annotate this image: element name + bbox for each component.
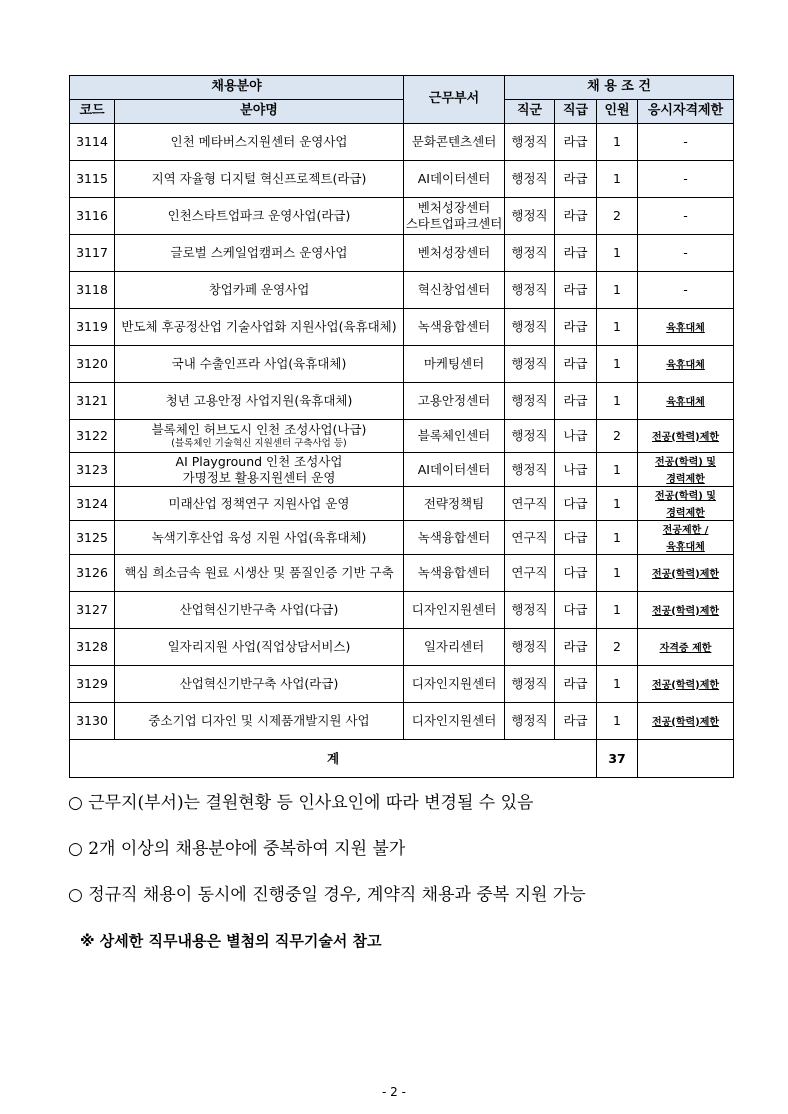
restriction: - [683,208,688,224]
dept-name: AI데이터센터 [417,171,491,187]
dept-cell [404,346,505,383]
job-cell: 연구직 [505,555,555,592]
restriction-line2: 경력제한 [666,507,705,519]
dept-cell [404,272,505,309]
field-name: 글로벌 스케일업캠퍼스 운영사업 [170,245,348,261]
code-cell: 3130 [70,703,115,740]
code-cell: 3115 [70,161,115,198]
count-cell: 1 [597,124,638,161]
cond-group-header: 채 용 조 건 [505,76,734,100]
page-number: - 2 - [382,1085,406,1099]
field-name-cell [115,420,404,453]
job-cell: 행정직 [505,272,555,309]
dept-name-line2: 스타트업파크센터 [405,216,503,231]
job-cell: 행정직 [505,235,555,272]
dept-name: 녹색융합센터 [417,319,491,335]
dept-cell [404,592,505,629]
field-name: 산업혁신기반구축 사업(다급) [179,602,339,618]
field-name: 인천 메타버스지원센터 운영사업 [170,134,348,150]
dept-cell [404,487,505,521]
restriction-cell [638,346,734,383]
dept-cell [404,309,505,346]
restriction: 육휴대체 [666,322,705,334]
table-row [70,592,734,629]
field-name-cell [115,629,404,666]
dept-cell [404,420,505,453]
restriction: 전공(학력)제한 [651,431,720,443]
code-cell: 3118 [70,272,115,309]
dept-name: 벤처성장센터 [417,200,491,216]
grade-cell: 다급 [555,487,597,521]
table-row [70,124,734,161]
field-name: 국내 수출인프라 사업(육휴대체) [171,356,347,372]
recruitment-table [69,75,734,778]
count-cell: 2 [597,198,638,235]
count-header: 인원 [597,100,638,124]
job-cell: 연구직 [505,487,555,521]
grade-cell: 라급 [555,272,597,309]
field-name-cell [115,383,404,420]
grade-cell: 라급 [555,346,597,383]
dept-name: AI데이터센터 [417,461,491,477]
count-cell: 1 [597,346,638,383]
grade-cell: 나급 [555,420,597,453]
restriction-cell [638,521,734,555]
dept-name: 혁신창업센터 [417,282,491,298]
field-name: 일자리지원 사업(직업상담서비스) [167,639,351,655]
job-cell: 행정직 [505,666,555,703]
job-cell: 행정직 [505,420,555,453]
grade-cell: 라급 [555,235,597,272]
total-row [70,740,734,778]
field-name: 창업카페 운영사업 [208,282,310,298]
table-row [70,383,734,420]
count-cell: 1 [597,272,638,309]
field-name-cell [115,487,404,521]
restriction-cell [638,124,734,161]
grade-cell: 나급 [555,453,597,487]
code-cell: 3114 [70,124,115,161]
job-cell: 행정직 [505,346,555,383]
job-cell: 행정직 [505,309,555,346]
table-row [70,703,734,740]
table-row [70,487,734,521]
job-cell: 행정직 [505,629,555,666]
dept-cell [404,666,505,703]
dept-cell [404,555,505,592]
count-cell: 1 [597,555,638,592]
field-name: 중소기업 디자인 및 시제품개발지원 사업 [148,713,370,729]
field-name-cell [115,592,404,629]
count-cell: 2 [597,629,638,666]
field-name-line2: 가명정보 활용지원센터 운영 [182,469,336,485]
code-cell: 3122 [70,420,115,453]
code-cell: 3128 [70,629,115,666]
restriction-cell [638,703,734,740]
restriction: - [683,282,688,298]
restriction-cell [638,198,734,235]
table-row [70,198,734,235]
dept-name: 디자인지원센터 [411,676,497,692]
restriction: - [683,245,688,261]
grade-cell: 라급 [555,703,597,740]
count-cell: 1 [597,309,638,346]
job-cell: 행정직 [505,592,555,629]
restriction: 육휴대체 [666,396,705,408]
restriction: 전공(학력)제한 [651,568,720,580]
grade-header: 직급 [555,100,597,124]
table-row [70,666,734,703]
field-name-cell [115,555,404,592]
dept-name: 일자리센터 [423,639,485,655]
field-name: 인천스타트업파크 운영사업(라급) [167,208,351,224]
field-name-header: 분야명 [115,100,404,124]
code-cell: 3120 [70,346,115,383]
field-name-cell [115,666,404,703]
field-name: 핵심 희소금속 원료 시생산 및 품질인증 기반 구축 [124,565,394,581]
note-3: ○ 정규직 채용이 동시에 진행중일 경우, 계약직 채용과 중복 지원 가능 [68,885,586,905]
count-cell: 2 [597,420,638,453]
field-group-header: 채용분야 [70,76,404,100]
dept-cell [404,629,505,666]
table-row [70,555,734,592]
restriction-cell [638,555,734,592]
grade-cell: 라급 [555,309,597,346]
dept-name: 블록체인센터 [417,428,491,444]
field-name: AI Playground 인천 조성사업 [175,453,343,469]
field-name-sub: (블록체인 기술혁신 지원센터 구축사업 등) [171,437,347,449]
job-cell: 행정직 [505,124,555,161]
restriction-cell [638,235,734,272]
field-name: 블록체인 허브도시 인천 조성사업(나급) [151,422,367,438]
field-name-cell [115,346,404,383]
code-cell: 3117 [70,235,115,272]
grade-cell: 라급 [555,198,597,235]
dept-header: 근무부서 [404,76,505,124]
dept-name: 마케팅센터 [423,356,485,372]
dept-cell [404,383,505,420]
field-name-cell [115,521,404,555]
count-cell: 1 [597,487,638,521]
count-cell: 1 [597,383,638,420]
dept-name: 디자인지원센터 [411,713,497,729]
code-cell: 3123 [70,453,115,487]
dept-cell [404,161,505,198]
field-name-cell [115,453,404,487]
restriction: 전공(학력) 및 [655,491,716,502]
code-cell: 3121 [70,383,115,420]
dept-name: 녹색융합센터 [417,565,491,581]
count-cell: 1 [597,235,638,272]
dept-cell [404,235,505,272]
restriction: 자격증 제한 [659,642,712,654]
count-cell: 1 [597,453,638,487]
restriction: 육휴대체 [666,359,705,371]
field-name-cell [115,198,404,235]
restriction-cell [638,453,734,487]
restriction-cell [638,272,734,309]
grade-cell: 다급 [555,521,597,555]
table-row [70,161,734,198]
table-row [70,521,734,555]
code-header: 코드 [70,100,115,124]
restriction-cell [638,420,734,453]
restriction-header: 응시자격제한 [638,100,734,124]
table-row [70,420,734,453]
dept-name: 벤처성장센터 [417,245,491,261]
field-name-cell [115,703,404,740]
field-name: 미래산업 정책연구 지원사업 운영 [168,495,350,511]
count-cell: 1 [597,521,638,555]
restriction-line2: 육휴대체 [666,541,705,553]
dept-cell [404,703,505,740]
grade-cell: 라급 [555,666,597,703]
restriction-cell [638,487,734,521]
restriction-cell [638,161,734,198]
table-row [70,629,734,666]
table-row [70,309,734,346]
restriction-cell [638,309,734,346]
restriction: 전공(학력)제한 [651,605,720,617]
restriction: - [683,134,688,150]
grade-cell: 라급 [555,124,597,161]
table-row [70,453,734,487]
field-name-cell [115,124,404,161]
code-cell: 3125 [70,521,115,555]
restriction: 전공(학력)제한 [651,679,720,691]
reference-note: ※ 상세한 직무내용은 별첨의 직무기술서 참고 [80,932,382,950]
job-cell: 행정직 [505,383,555,420]
table-row [70,272,734,309]
count-cell: 1 [597,592,638,629]
dept-cell [404,453,505,487]
restriction: 전공(학력)제한 [651,716,720,728]
dept-name: 디자인지원센터 [411,602,497,618]
job-cell: 행정직 [505,453,555,487]
restriction-cell [638,383,734,420]
job-header: 직군 [505,100,555,124]
code-cell: 3126 [70,555,115,592]
grade-cell: 다급 [555,592,597,629]
field-name: 산업혁신기반구축 사업(라급) [179,676,339,692]
count-cell: 1 [597,161,638,198]
notes [68,786,586,924]
restriction: - [683,171,688,187]
job-cell: 행정직 [505,198,555,235]
total-label: 계 [70,740,597,778]
grade-cell: 다급 [555,555,597,592]
dept-name: 고용안정센터 [417,393,491,409]
count-cell: 1 [597,703,638,740]
restriction: 전공(학력) 및 [655,457,716,468]
total-count: 37 [597,740,638,778]
grade-cell: 라급 [555,383,597,420]
dept-name: 전략정책팀 [423,495,485,511]
code-cell: 3127 [70,592,115,629]
field-name: 녹색기후산업 육성 지원 사업(육휴대체) [151,529,367,545]
job-cell: 행정직 [505,703,555,740]
job-cell: 행정직 [505,161,555,198]
job-cell: 연구직 [505,521,555,555]
field-name-cell [115,309,404,346]
restriction-line2: 경력제한 [666,473,705,485]
field-name-cell [115,235,404,272]
grade-cell: 라급 [555,161,597,198]
note-2: ○ 2개 이상의 채용분야에 중복하여 지원 불가 [68,839,406,859]
code-cell: 3124 [70,487,115,521]
table-row [70,235,734,272]
field-name: 청년 고용안정 사업지원(육휴대체) [165,393,353,409]
code-cell: 3119 [70,309,115,346]
total-empty [638,740,734,778]
field-name-cell [115,272,404,309]
dept-cell [404,198,505,235]
restriction-cell [638,666,734,703]
count-cell: 1 [597,666,638,703]
field-name: 반도체 후공정산업 기술사업화 지원사업(육휴대체) [121,319,397,335]
field-name-cell [115,161,404,198]
table-row [70,346,734,383]
restriction-cell [638,629,734,666]
dept-name: 녹색융합센터 [417,529,491,545]
dept-name: 문화콘텐츠센터 [411,134,497,150]
code-cell: 3129 [70,666,115,703]
grade-cell: 라급 [555,629,597,666]
note-1: ○ 근무지(부서)는 결원현황 등 인사요인에 따라 변경될 수 있음 [68,793,534,813]
code-cell: 3116 [70,198,115,235]
dept-cell [404,521,505,555]
dept-cell [404,124,505,161]
restriction: 전공제한 / [662,525,709,536]
field-name: 지역 자율형 디지털 혁신프로젝트(라급) [151,171,367,187]
restriction-cell [638,592,734,629]
